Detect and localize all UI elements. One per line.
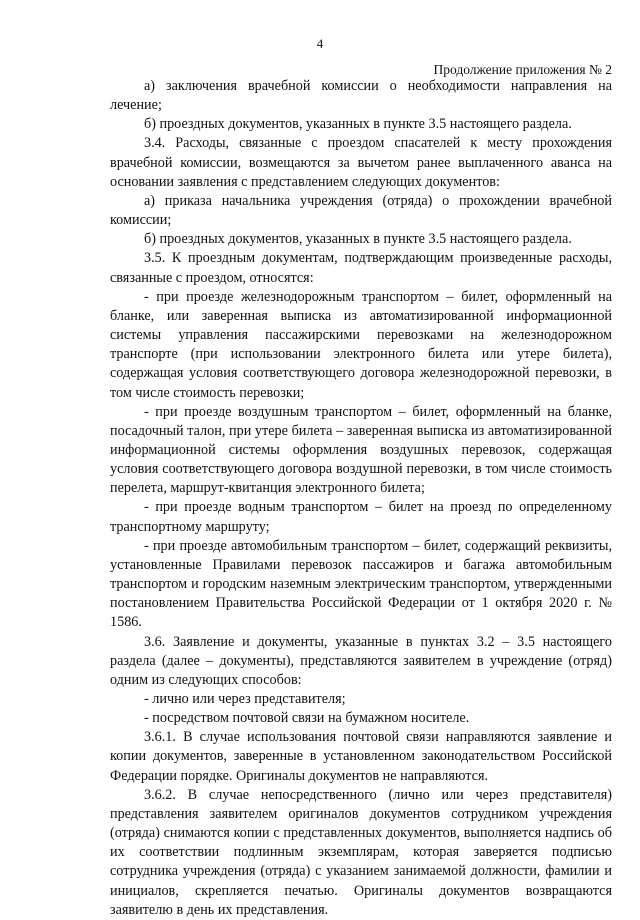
paragraph-3-6-in-person: - лично или через представителя; xyxy=(144,691,346,707)
paragraph-3-5-rail: - при проезде железнодорожным транспортом – билет, оформленный на бланке, или заверенная выписка из автоматизированной информационной системы управления пассажирскими перевозками на железнодорожном транспорте (при использовании электронного билета или утере билета), содержащая условия соответствующего договора железнодорожной перевозки, в том числе стоимость перевозки; xyxy=(110,288,612,401)
paragraph-3-3-b: б) проездных документов, указанных в пункте 3.5 настоящего раздела. xyxy=(144,116,572,133)
paragraph-3-4-a: а) приказа начальника учреждения (отряда) о прохождении врачебной комиссии; xyxy=(110,192,612,229)
paragraph-3-5: 3.5. К проездным документам, подтверждающим произведенные расходы, связанные с проездом, относятся: xyxy=(110,250,612,286)
paragraph-3-3-a: а) заключения врачебной комиссии о необходимости направления на лечение; xyxy=(110,78,612,114)
paragraph-3-4-b: б) проездных документов, указанных в пункте 3.5 настоящего раздела. xyxy=(144,231,572,248)
paragraph-3-6-2: 3.6.2. В случае непосредственного (лично или через представителя) представления заявителем оригиналов документов сотрудником учреждения (отряда) снимаются копии с представленных документов, выполняется надпись об их соответствии подлинным экземплярам, которая заверяется подписью сотрудника учреждения (отряда) с указанием занимаемой должности, фамилии и инициалов, скрепляется печатью. Оригиналы документов возвращаются заявителю в день их представления. xyxy=(110,786,612,918)
document-body xyxy=(110,77,612,920)
appendix-continuation-label: Продолжение приложения № 2 xyxy=(433,62,612,77)
paragraph-3-5-auto: - при проезде автомобильным транспортом – билет, содержащий реквизиты, установленные Правилами перевозок пассажиров и багажа автомобильным транспортом и городским наземным электрическим транспортом, утвержденными постановлением Правительства Российской Федерации от 1 октября 2020 г. № 1586. xyxy=(110,537,612,631)
paragraph-3-6: 3.6. Заявление и документы, указанные в пунктах 3.2 – 3.5 настоящего раздела (далее – документы), представляются заявителем в учреждение (отряд) одним из следующих способов: xyxy=(110,633,612,688)
paragraph-3-5-air: - при проезде воздушным транспортом – билет, оформленный на бланке, посадочный талон, при утере билета – заверенная выписка из автоматизированной информационной системы оформления воздушных перевозок, содержащая условия соответствующего договора воздушной перевозки, в том числе стоимость перелета, маршрут-квитанция электронного билета; xyxy=(110,403,612,497)
paragraph-3-4: 3.4. Расходы, связанные с проездом спасателей к месту прохождения врачебной комиссии, возмещаются за вычетом ранее выплаченного аванса на основании заявления с представлением следующих документов: xyxy=(110,135,612,190)
paragraph-3-6-1: 3.6.1. В случае использования почтовой связи направляются заявление и копии документов, заверенные в установленном законодательством Российской Федерации порядке. Оригиналы документов не направляются. xyxy=(110,729,612,784)
page-number: 4 xyxy=(316,36,324,51)
paragraph-3-5-water: - при проезде водным транспортом – билет на проезд по определенному транспортному маршруту; xyxy=(110,499,612,535)
paragraph-3-6-post: - посредством почтовой связи на бумажном носителе. xyxy=(144,710,470,727)
